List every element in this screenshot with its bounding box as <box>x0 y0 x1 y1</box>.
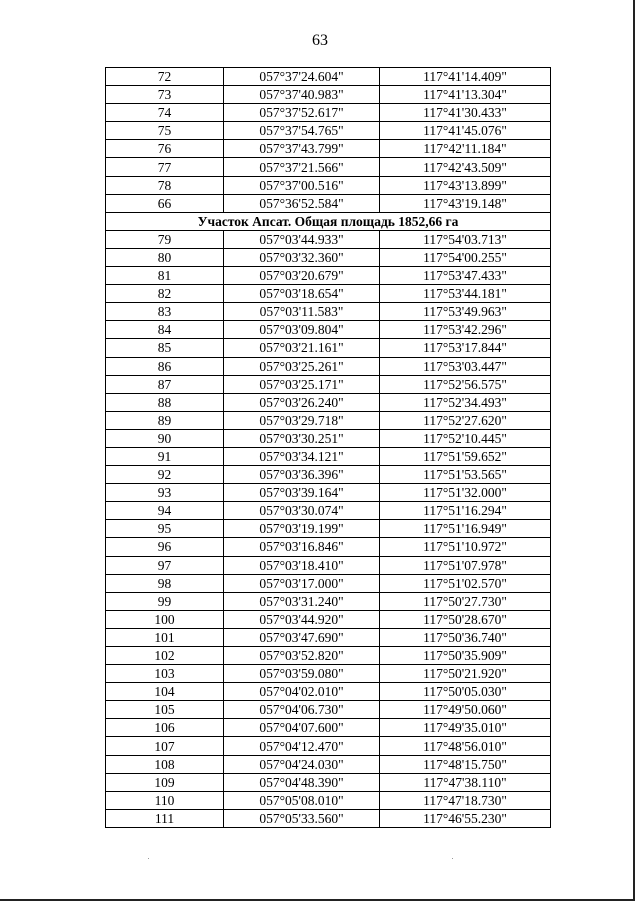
latitude-cell: 057°03'11.583" <box>224 303 380 321</box>
longitude-cell: 117°42'43.509" <box>380 158 551 176</box>
table-row <box>106 538 551 556</box>
longitude-cell: 117°51'59.652" <box>380 447 551 465</box>
table-row <box>106 556 551 574</box>
coordinates-table <box>105 67 551 828</box>
point-number-cell: 93 <box>106 484 224 502</box>
point-number-cell: 81 <box>106 267 224 285</box>
longitude-cell: 117°53'49.963" <box>380 303 551 321</box>
point-number-cell: 111 <box>106 809 224 827</box>
longitude-cell: 117°53'44.181" <box>380 285 551 303</box>
section-header-row <box>106 212 551 230</box>
point-number-cell: 72 <box>106 68 224 86</box>
longitude-cell: 117°50'05.030" <box>380 683 551 701</box>
longitude-cell: 117°51'16.294" <box>380 502 551 520</box>
point-number-cell: 100 <box>106 610 224 628</box>
latitude-cell: 057°04'02.010" <box>224 683 380 701</box>
point-number-cell: 94 <box>106 502 224 520</box>
point-number-cell: 95 <box>106 520 224 538</box>
point-number-cell: 79 <box>106 230 224 248</box>
point-number-cell: 103 <box>106 665 224 683</box>
longitude-cell: 117°50'28.670" <box>380 610 551 628</box>
latitude-cell: 057°03'29.718" <box>224 411 380 429</box>
longitude-cell: 117°53'47.433" <box>380 267 551 285</box>
table-row <box>106 592 551 610</box>
latitude-cell: 057°03'18.654" <box>224 285 380 303</box>
table-row <box>106 574 551 592</box>
longitude-cell: 117°54'03.713" <box>380 230 551 248</box>
table-row <box>106 484 551 502</box>
longitude-cell: 117°50'27.730" <box>380 592 551 610</box>
table-row <box>106 86 551 104</box>
table-row <box>106 104 551 122</box>
longitude-cell: 117°51'53.565" <box>380 466 551 484</box>
longitude-cell: 117°53'17.844" <box>380 339 551 357</box>
latitude-cell: 057°04'48.390" <box>224 773 380 791</box>
table-row <box>106 683 551 701</box>
longitude-cell: 117°51'07.978" <box>380 556 551 574</box>
longitude-cell: 117°54'00.255" <box>380 248 551 266</box>
longitude-cell: 117°50'35.909" <box>380 647 551 665</box>
point-number-cell: 99 <box>106 592 224 610</box>
point-number-cell: 101 <box>106 628 224 646</box>
latitude-cell: 057°04'12.470" <box>224 737 380 755</box>
latitude-cell: 057°36'52.584" <box>224 194 380 212</box>
point-number-cell: 88 <box>106 393 224 411</box>
section-title: Участок Апсат. Общая площадь 1852,66 га <box>106 212 551 230</box>
point-number-cell: 108 <box>106 755 224 773</box>
latitude-cell: 057°37'43.799" <box>224 140 380 158</box>
table-row <box>106 665 551 683</box>
longitude-cell: 117°42'11.184" <box>380 140 551 158</box>
latitude-cell: 057°04'06.730" <box>224 701 380 719</box>
table-row <box>106 158 551 176</box>
point-number-cell: 104 <box>106 683 224 701</box>
point-number-cell: 87 <box>106 375 224 393</box>
longitude-cell: 117°51'32.000" <box>380 484 551 502</box>
table-row <box>106 773 551 791</box>
latitude-cell: 057°03'47.690" <box>224 628 380 646</box>
table-row <box>106 466 551 484</box>
longitude-cell: 117°41'30.433" <box>380 104 551 122</box>
latitude-cell: 057°03'25.261" <box>224 357 380 375</box>
table-row <box>106 375 551 393</box>
longitude-cell: 117°41'13.304" <box>380 86 551 104</box>
longitude-cell: 117°52'10.445" <box>380 429 551 447</box>
longitude-cell: 117°43'19.148" <box>380 194 551 212</box>
point-number-cell: 109 <box>106 773 224 791</box>
latitude-cell: 057°05'33.560" <box>224 809 380 827</box>
point-number-cell: 73 <box>106 86 224 104</box>
latitude-cell: 057°03'25.171" <box>224 375 380 393</box>
point-number-cell: 66 <box>106 194 224 212</box>
latitude-cell: 057°03'26.240" <box>224 393 380 411</box>
longitude-cell: 117°48'15.750" <box>380 755 551 773</box>
point-number-cell: 75 <box>106 122 224 140</box>
table-row <box>106 194 551 212</box>
longitude-cell: 117°53'42.296" <box>380 321 551 339</box>
table-row <box>106 303 551 321</box>
point-number-cell: 97 <box>106 556 224 574</box>
point-number-cell: 91 <box>106 447 224 465</box>
table-row <box>106 321 551 339</box>
point-number-cell: 110 <box>106 791 224 809</box>
longitude-cell: 117°47'18.730" <box>380 791 551 809</box>
point-number-cell: 107 <box>106 737 224 755</box>
table-row <box>106 791 551 809</box>
table-row <box>106 176 551 194</box>
point-number-cell: 96 <box>106 538 224 556</box>
page-number: 63 <box>312 32 328 49</box>
scan-speck <box>148 858 149 859</box>
point-number-cell: 90 <box>106 429 224 447</box>
latitude-cell: 057°37'54.765" <box>224 122 380 140</box>
table-row <box>106 285 551 303</box>
latitude-cell: 057°03'21.161" <box>224 339 380 357</box>
latitude-cell: 057°04'24.030" <box>224 755 380 773</box>
latitude-cell: 057°04'07.600" <box>224 719 380 737</box>
longitude-cell: 117°52'34.493" <box>380 393 551 411</box>
point-number-cell: 80 <box>106 248 224 266</box>
longitude-cell: 117°47'38.110" <box>380 773 551 791</box>
longitude-cell: 117°41'14.409" <box>380 68 551 86</box>
table-row <box>106 502 551 520</box>
table-row <box>106 267 551 285</box>
point-number-cell: 74 <box>106 104 224 122</box>
latitude-cell: 057°03'16.846" <box>224 538 380 556</box>
latitude-cell: 057°05'08.010" <box>224 791 380 809</box>
table-row <box>106 755 551 773</box>
longitude-cell: 117°52'27.620" <box>380 411 551 429</box>
latitude-cell: 057°03'18.410" <box>224 556 380 574</box>
point-number-cell: 78 <box>106 176 224 194</box>
longitude-cell: 117°51'02.570" <box>380 574 551 592</box>
longitude-cell: 117°53'03.447" <box>380 357 551 375</box>
latitude-cell: 057°03'17.000" <box>224 574 380 592</box>
latitude-cell: 057°03'31.240" <box>224 592 380 610</box>
table-row <box>106 140 551 158</box>
longitude-cell: 117°48'56.010" <box>380 737 551 755</box>
point-number-cell: 83 <box>106 303 224 321</box>
longitude-cell: 117°49'50.060" <box>380 701 551 719</box>
longitude-cell: 117°50'21.920" <box>380 665 551 683</box>
latitude-cell: 057°03'30.074" <box>224 502 380 520</box>
latitude-cell: 057°37'24.604" <box>224 68 380 86</box>
table-row <box>106 357 551 375</box>
latitude-cell: 057°03'32.360" <box>224 248 380 266</box>
longitude-cell: 117°49'35.010" <box>380 719 551 737</box>
table-row <box>106 809 551 827</box>
table-row <box>106 520 551 538</box>
table-row <box>106 737 551 755</box>
latitude-cell: 057°37'21.566" <box>224 158 380 176</box>
point-number-cell: 98 <box>106 574 224 592</box>
scan-speck <box>452 858 453 859</box>
coordinates-table-body-after <box>106 230 551 827</box>
coordinates-table-body-before <box>106 68 551 213</box>
table-row <box>106 393 551 411</box>
point-number-cell: 86 <box>106 357 224 375</box>
table-row <box>106 719 551 737</box>
point-number-cell: 76 <box>106 140 224 158</box>
latitude-cell: 057°03'19.199" <box>224 520 380 538</box>
latitude-cell: 057°03'20.679" <box>224 267 380 285</box>
section-header <box>106 212 551 230</box>
point-number-cell: 106 <box>106 719 224 737</box>
latitude-cell: 057°37'40.983" <box>224 86 380 104</box>
longitude-cell: 117°41'45.076" <box>380 122 551 140</box>
point-number-cell: 105 <box>106 701 224 719</box>
point-number-cell: 82 <box>106 285 224 303</box>
table-row <box>106 339 551 357</box>
table-row <box>106 628 551 646</box>
table-row <box>106 647 551 665</box>
table-row <box>106 68 551 86</box>
latitude-cell: 057°03'09.804" <box>224 321 380 339</box>
table-row <box>106 411 551 429</box>
longitude-cell: 117°52'56.575" <box>380 375 551 393</box>
table-row <box>106 447 551 465</box>
latitude-cell: 057°03'39.164" <box>224 484 380 502</box>
longitude-cell: 117°46'55.230" <box>380 809 551 827</box>
latitude-cell: 057°03'59.080" <box>224 665 380 683</box>
point-number-cell: 85 <box>106 339 224 357</box>
table-row <box>106 230 551 248</box>
point-number-cell: 84 <box>106 321 224 339</box>
longitude-cell: 117°43'13.899" <box>380 176 551 194</box>
latitude-cell: 057°03'52.820" <box>224 647 380 665</box>
latitude-cell: 057°03'44.920" <box>224 610 380 628</box>
table-row <box>106 122 551 140</box>
latitude-cell: 057°03'44.933" <box>224 230 380 248</box>
table-row <box>106 610 551 628</box>
latitude-cell: 057°03'36.396" <box>224 466 380 484</box>
latitude-cell: 057°37'52.617" <box>224 104 380 122</box>
latitude-cell: 057°03'34.121" <box>224 447 380 465</box>
table-row <box>106 429 551 447</box>
longitude-cell: 117°51'10.972" <box>380 538 551 556</box>
longitude-cell: 117°51'16.949" <box>380 520 551 538</box>
longitude-cell: 117°50'36.740" <box>380 628 551 646</box>
point-number-cell: 92 <box>106 466 224 484</box>
point-number-cell: 77 <box>106 158 224 176</box>
point-number-cell: 89 <box>106 411 224 429</box>
table-row <box>106 701 551 719</box>
latitude-cell: 057°37'00.516" <box>224 176 380 194</box>
table-row <box>106 248 551 266</box>
point-number-cell: 102 <box>106 647 224 665</box>
latitude-cell: 057°03'30.251" <box>224 429 380 447</box>
